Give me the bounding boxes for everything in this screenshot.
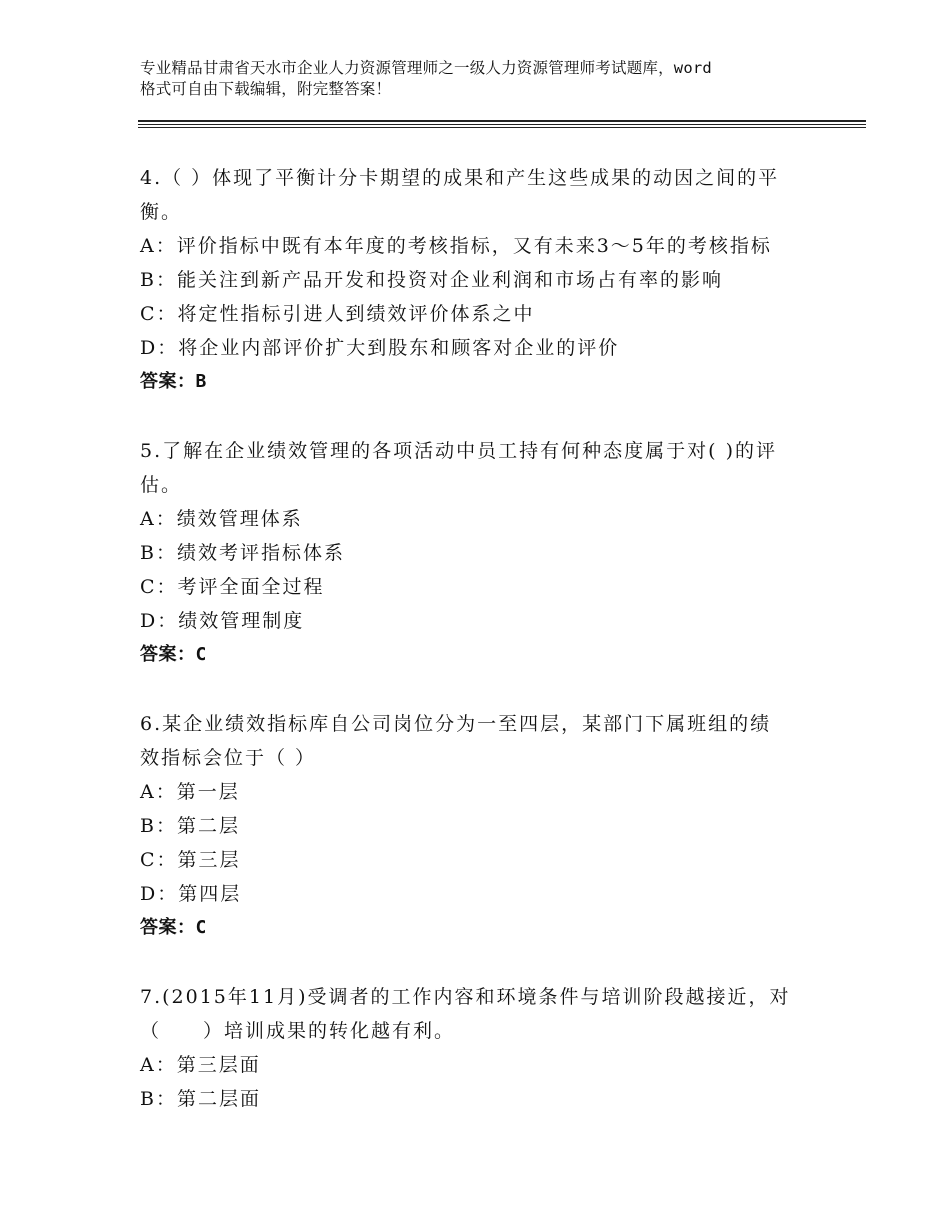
question-stem <box>140 161 820 229</box>
header-divider-thin <box>138 127 866 128</box>
question-stem-line: 4.（ ）体现了平衡计分卡期望的成果和产生这些成果的动因之间的平 <box>140 167 780 189</box>
answer: 答案：C <box>140 917 207 938</box>
question-stem-line: 6.某企业绩效指标库自公司岗位分为一至四层，某部门下属班组的绩 <box>140 713 772 735</box>
question-stem-line: 衡。 <box>140 201 183 223</box>
option-b: B：第二层 <box>140 815 240 837</box>
option-a: A：绩效管理体系 <box>140 508 303 530</box>
question-stem <box>140 434 820 502</box>
question-stem-line: （ ）培训成果的转化越有利。 <box>140 1020 456 1042</box>
option-c: C：第三层 <box>140 849 241 871</box>
question-4 <box>140 161 820 399</box>
question-stem <box>140 980 820 1048</box>
document-header <box>140 58 840 100</box>
header-divider-thin <box>138 124 866 125</box>
option-d: D：第四层 <box>140 883 242 905</box>
question-7 <box>140 980 820 1116</box>
option-a: A：第三层面 <box>140 1054 261 1076</box>
option-c: C：将定性指标引进人到绩效评价体系之中 <box>140 303 535 325</box>
option-b: B：绩效考评指标体系 <box>140 542 345 564</box>
question-stem-line: 效指标会位于（ ） <box>140 747 317 769</box>
question-stem-line: 5.了解在企业绩效管理的各项活动中员工持有何种态度属于对( )的评 <box>140 440 777 462</box>
question-6 <box>140 707 820 945</box>
answer: 答案：C <box>140 644 207 665</box>
option-d: D：绩效管理制度 <box>140 610 305 632</box>
option-a: A：第一层 <box>140 781 240 803</box>
option-b: B：第二层面 <box>140 1088 261 1110</box>
option-c: C：考评全面全过程 <box>140 576 325 598</box>
option-a: A：评价指标中既有本年度的考核指标，又有未来3～5年的考核指标 <box>140 235 772 257</box>
question-stem <box>140 707 820 775</box>
option-d: D：将企业内部评价扩大到股东和顾客对企业的评价 <box>140 337 620 359</box>
header-divider-thick <box>138 120 866 122</box>
header-line-2: 格式可自由下载编辑，附完整答案！ <box>140 80 392 98</box>
question-stem-line: 7.(2015年11月)受调者的工作内容和环境条件与培训阶段越接近，对 <box>140 986 791 1008</box>
answer: 答案：B <box>140 371 207 392</box>
header-line-1: 专业精品甘肃省天水市企业人力资源管理师之一级人力资源管理师考试题库，word <box>140 59 712 77</box>
option-b: B：能关注到新产品开发和投资对企业利润和市场占有率的影响 <box>140 269 723 291</box>
question-stem-line: 估。 <box>140 474 183 496</box>
question-5 <box>140 434 820 672</box>
